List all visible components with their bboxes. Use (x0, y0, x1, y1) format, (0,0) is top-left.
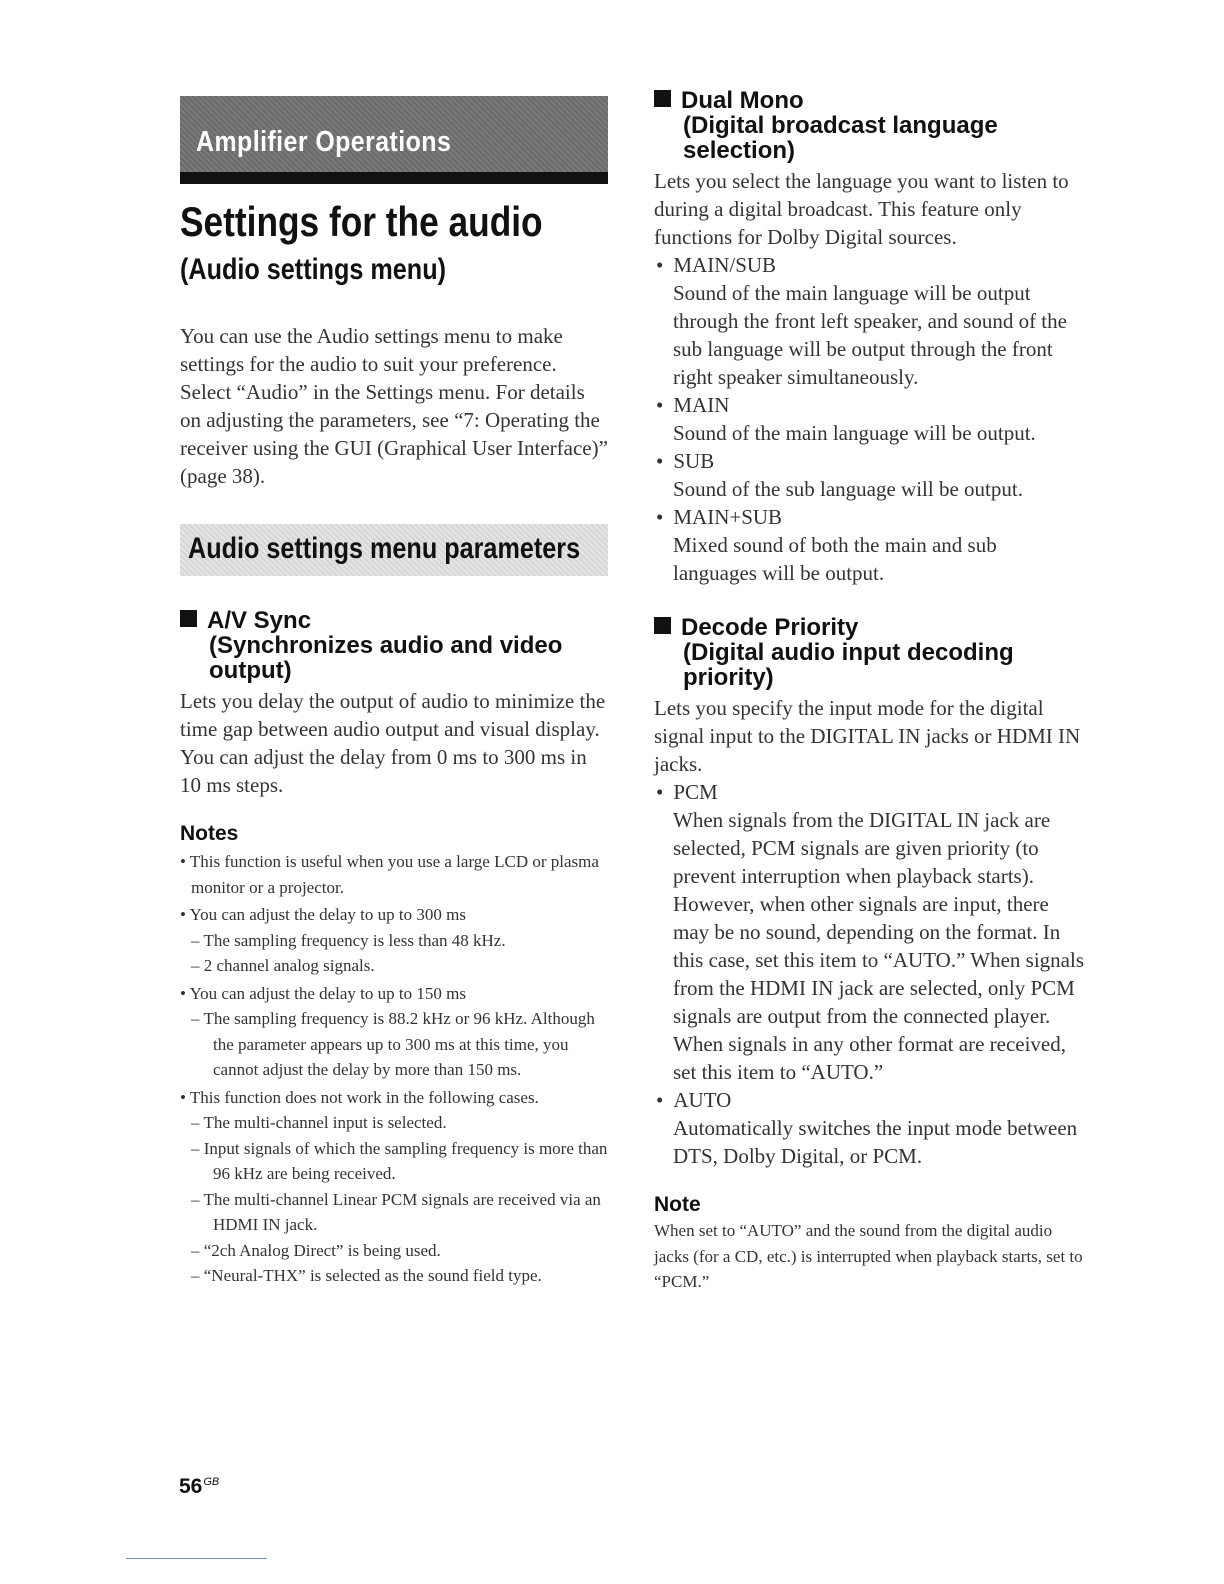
dual-mono-description: Lets you select the language you want to listen to during a digital broadcast. This feature only functions for Dolby Digital sources. (654, 169, 1069, 249)
note-subitem: – The sampling frequency is less than 48 kHz. (191, 930, 506, 950)
option-description: Sound of the sub language will be output. (673, 477, 1023, 501)
dual-mono-subheading: (Digital broadcast language selection) (683, 112, 998, 164)
footer-rule (126, 1558, 267, 1559)
section-banner-label: Amplifier Operations (196, 126, 452, 158)
page-number: $56^{GB}$ (179, 1475, 220, 1498)
page-subtitle: (Audio settings menu) (180, 253, 446, 286)
option-label: • MAIN/SUB (654, 251, 1084, 279)
note-subitem: – “Neural-THX” is selected as the sound field type. (191, 1266, 542, 1285)
note-subitem: – The multi-channel input is selected. (191, 1113, 447, 1132)
note-subitem: – Input signals of which the sampling frequency is more than 96 kHz are being received. (191, 1138, 608, 1183)
decode-priority-section (654, 615, 1084, 1170)
intro-paragraph: You can use the Audio settings menu to make settings for the audio to suit your preference. Select “Audio” in the Settings menu. For details on adjusting the parameters, see “7: Operating the receiver using the GUI (Graphical User Interface)” (page 38). (180, 324, 608, 488)
right-column (654, 88, 1084, 1295)
square-bullet-icon (180, 610, 197, 627)
section-banner (180, 96, 608, 184)
option-description: Mixed sound of both the main and sub languages will be output. (673, 533, 997, 585)
option-label: • SUB (654, 447, 1084, 475)
square-bullet-icon (654, 90, 671, 107)
decode-priority-subheading: (Digital audio input decoding priority) (683, 639, 1014, 691)
note-section (654, 1192, 1084, 1295)
note-subitem: – The sampling frequency is 88.2 kHz or 96 kHz. Although the parameter appears up to 300 ms at this time, you cannot adjust the delay by more than 150 ms. (191, 1009, 595, 1079)
av-sync-section (180, 608, 608, 799)
decode-priority-heading: Decode Priority (654, 615, 1084, 640)
option-description: Sound of the main language will be output through the front left speaker, and sound of the sub language will be output through the front right speaker simultaneously. (673, 281, 1067, 389)
dual-mono-heading: Dual Mono (654, 88, 1084, 113)
notes-heading: Notes (180, 822, 239, 845)
option-label: • MAIN (654, 391, 1084, 419)
option-description: When signals from the DIGITAL IN jack are selected, PCM signals are given priority (to prevent interruption when playback starts). However, when other signals are input, there may be no sound, depending on the format. In this case, set this item to “AUTO.” When signals from the HDMI IN jack are selected, only PCM signals are output from the connected player. When signals in any other format are received, set this item to “AUTO.” (673, 808, 1084, 1084)
square-bullet-icon (654, 617, 671, 634)
note-body: When set to “AUTO” and the sound from the digital audio jacks (for a CD, etc.) is interrupted when playback starts, set to “PCM.” (654, 1221, 1083, 1291)
note-heading: Note (654, 1193, 701, 1216)
note-item: • You can adjust the delay to up to 150 ms (180, 983, 466, 1003)
option-description: Sound of the main language will be output. (673, 421, 1036, 445)
note-subitem: – “2ch Analog Direct” is being used. (191, 1240, 441, 1260)
note-item: • You can adjust the delay to up to 300 ms (180, 905, 466, 924)
parameters-banner-label: Audio settings menu parameters (188, 532, 581, 565)
dual-mono-section (654, 88, 1084, 587)
option-description: Automatically switches the input mode between DTS, Dolby Digital, or PCM. (673, 1116, 1078, 1168)
av-sync-description: Lets you delay the output of audio to minimize the time gap between audio output and visual display. You can adjust the delay from 0 ms to 300 ms in 10 ms steps. (180, 689, 606, 797)
option-label: • AUTO (654, 1086, 1084, 1114)
parameters-banner (180, 524, 608, 576)
notes-section (180, 821, 608, 1289)
av-sync-subheading: (Synchronizes audio and video output) (209, 632, 563, 684)
option-label: • MAIN+SUB (654, 503, 1084, 531)
left-column (180, 96, 608, 1289)
note-subitem: – The multi-channel Linear PCM signals are received via an HDMI IN jack. (191, 1189, 601, 1234)
option-label: • PCM (654, 778, 1084, 806)
note-item: • This function is useful when you use a large LCD or plasma monitor or a projector. (180, 852, 599, 897)
av-sync-heading: A/V Sync (180, 608, 608, 633)
note-subitem: – 2 channel analog signals. (191, 956, 375, 975)
page-title: Settings for the audio (180, 198, 543, 245)
note-item: • This function does not work in the following cases. (180, 1087, 539, 1107)
decode-priority-description: Lets you specify the input mode for the digital signal input to the DIGITAL IN jacks or HDMI IN jacks. (654, 696, 1081, 776)
